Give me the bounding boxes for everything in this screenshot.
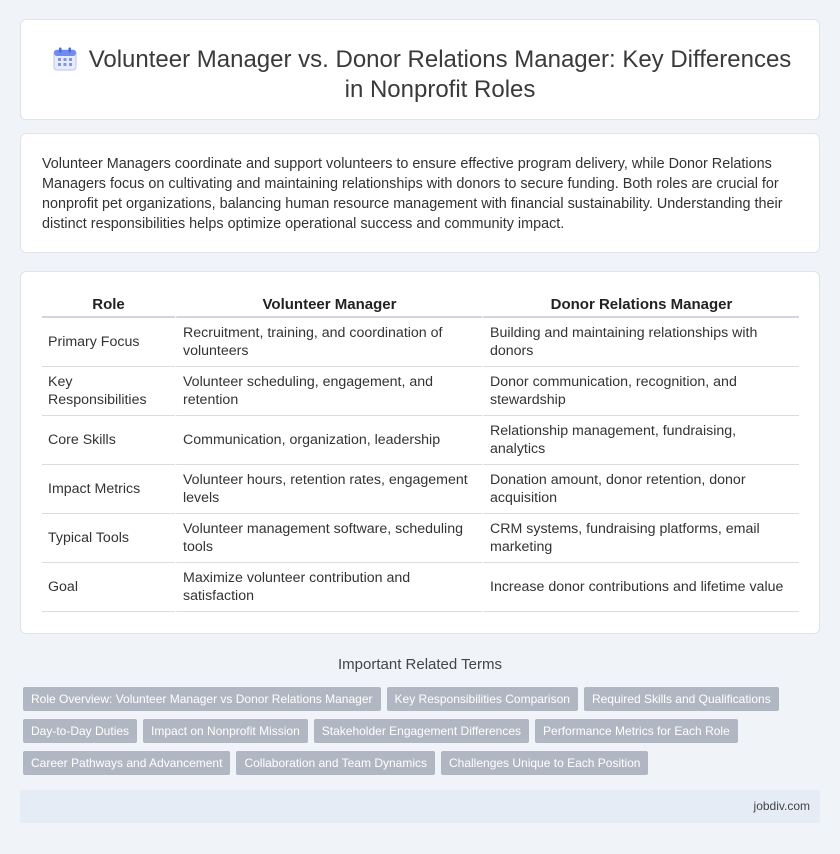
- tag-link[interactable]: Impact on Nonprofit Mission: [143, 719, 308, 743]
- row-label: Typical Tools: [42, 514, 175, 563]
- volunteer-cell: Maximize volunteer contribution and satisfaction: [175, 563, 482, 612]
- tag-row: [23, 687, 823, 711]
- volunteer-cell: Volunteer scheduling, engagement, and retention: [175, 367, 482, 416]
- donor-cell: Relationship management, fundraising, analytics: [482, 416, 799, 465]
- row-label: Primary Focus: [42, 318, 175, 367]
- header-role: Role: [42, 290, 175, 318]
- footer-site-link[interactable]: jobdiv.com: [753, 799, 810, 813]
- tag-link[interactable]: Key Responsibilities Comparison: [387, 687, 578, 711]
- donor-cell: Donor communication, recognition, and stewardship: [482, 367, 799, 416]
- footer: [20, 790, 820, 823]
- tag-link[interactable]: Stakeholder Engagement Differences: [314, 719, 529, 743]
- tag-link[interactable]: Performance Metrics for Each Role: [535, 719, 738, 743]
- calendar-icon: [52, 46, 78, 72]
- tag-link[interactable]: Collaboration and Team Dynamics: [236, 751, 435, 775]
- tag-link[interactable]: Role Overview: Volunteer Manager vs Donor Relations Manager: [23, 687, 381, 711]
- row-label: Goal: [42, 563, 175, 612]
- donor-cell: Donation amount, donor retention, donor acquisition: [482, 465, 799, 514]
- tag-link[interactable]: Career Pathways and Advancement: [23, 751, 230, 775]
- header-card: [20, 19, 820, 120]
- related-terms-tags: [23, 687, 823, 783]
- tag-link[interactable]: Required Skills and Qualifications: [584, 687, 779, 711]
- tag-link[interactable]: Day-to-Day Duties: [23, 719, 137, 743]
- row-label: Key Responsibilities: [42, 367, 175, 416]
- header-volunteer-manager: Volunteer Manager: [175, 290, 482, 318]
- table-row: [42, 514, 799, 563]
- comparison-table-card: [20, 271, 820, 634]
- page-title: Volunteer Manager vs. Donor Relations Manager: Key Differences in Nonprofit Roles: [88, 46, 792, 103]
- table-row: [42, 563, 799, 612]
- donor-cell: Increase donor contributions and lifetime value: [482, 563, 799, 612]
- row-label: Core Skills: [42, 416, 175, 465]
- volunteer-cell: Communication, organization, leadership: [175, 416, 482, 465]
- related-terms-title: Important Related Terms: [338, 656, 502, 673]
- table-row: [42, 318, 799, 367]
- comparison-table: [42, 290, 799, 612]
- donor-cell: CRM systems, fundraising platforms, email marketing: [482, 514, 799, 563]
- tag-row: [23, 751, 823, 775]
- tag-row: [23, 719, 823, 743]
- volunteer-cell: Volunteer management software, scheduling tools: [175, 514, 482, 563]
- row-label: Impact Metrics: [42, 465, 175, 514]
- table-row: [42, 367, 799, 416]
- tag-link[interactable]: Challenges Unique to Each Position: [441, 751, 648, 775]
- donor-cell: Building and maintaining relationships with donors: [482, 318, 799, 367]
- table-row: [42, 465, 799, 514]
- table-row: [42, 416, 799, 465]
- header-donor-relations-manager: Donor Relations Manager: [482, 290, 799, 318]
- volunteer-cell: Recruitment, training, and coordination of volunteers: [175, 318, 482, 367]
- volunteer-cell: Volunteer hours, retention rates, engagement levels: [175, 465, 482, 514]
- intro-text: Volunteer Managers coordinate and support volunteers to ensure effective program delivery, while Donor Relations Managers focus on cultivating and maintaining relationships with donors to secure funding. Both roles are crucial for nonprofit pet organizations, balancing human resource management with financial sustainability. Understanding their distinct responsibilities helps optimize operational success and community impact.: [42, 156, 783, 232]
- table-header-row: [42, 290, 799, 318]
- intro-card: [20, 133, 820, 253]
